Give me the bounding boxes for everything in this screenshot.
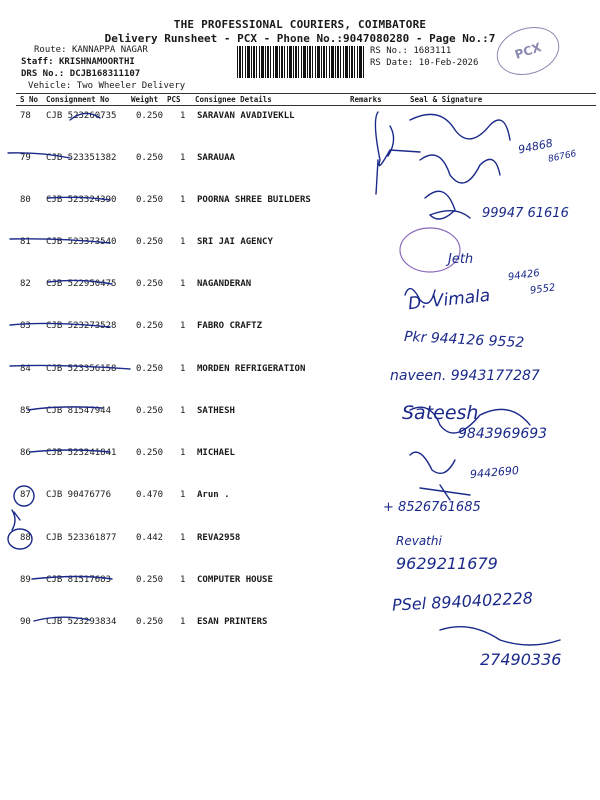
row-weight: 0.250 — [136, 111, 164, 121]
strike-mark — [28, 407, 102, 410]
row-consignment: CJB 523241841 — [46, 448, 117, 458]
row-consignee: NAGANDERAN — [197, 279, 252, 289]
row-consignee: MICHAEL — [197, 448, 235, 458]
strike-mark — [32, 577, 112, 580]
margin-mark — [12, 510, 20, 530]
col-pcs: PCS — [167, 95, 181, 104]
signature-scrawl — [410, 452, 455, 473]
row-weight: 0.250 — [136, 448, 164, 458]
route-value: KANNAPPA NAGAR — [71, 45, 148, 55]
row-consignee: POORNA SHREE BUILDERS — [197, 195, 311, 205]
row-sno: 88 — [20, 533, 31, 543]
row-consignment: CJB 523351382 — [46, 153, 117, 163]
strike-mark — [10, 365, 130, 369]
strike-mark — [48, 280, 112, 284]
staff-value: KRISHNAMOORTHI — [58, 57, 135, 67]
pcx-stamp: PCX — [490, 19, 565, 83]
handwritten-note: 9843969693 — [458, 426, 548, 442]
row-pcs: 1 — [180, 575, 186, 585]
handwritten-note: 94868 — [517, 136, 554, 157]
row-weight: 0.250 — [136, 321, 164, 331]
handwritten-note: Sateesh — [402, 402, 479, 424]
row-consignment: CJB 523324390 — [46, 195, 117, 205]
handwritten-note: PSel 8940402228 — [391, 588, 534, 615]
rs-date-label: RS Date: — [370, 58, 414, 68]
row-consignee: SARAUAA — [197, 153, 235, 163]
vehicle-label: Vehicle: — [28, 81, 72, 91]
strike-mark — [34, 617, 90, 621]
staff-label: Staff: — [21, 57, 54, 67]
circle-mark — [14, 486, 34, 506]
row-consignment: CJB 523373540 — [46, 237, 117, 247]
row-pcs: 1 — [180, 195, 186, 205]
signature-scrawl — [420, 155, 500, 183]
row-consignment: CJB 523361877 — [46, 533, 117, 543]
strike-mark — [30, 450, 110, 452]
row-pcs: 1 — [180, 279, 186, 289]
rs-no-value: 1683111 — [413, 46, 452, 56]
row-sno: 82 — [20, 279, 31, 289]
row-consignee: SRI JAI AGENCY — [197, 237, 273, 247]
rs-date-value: 10-Feb-2026 — [418, 58, 479, 68]
handwritten-note: 9442690 — [469, 463, 520, 482]
row-sno: 89 — [20, 575, 31, 585]
row-consignee: FABRO CRAFTZ — [197, 321, 263, 331]
signature-scrawl — [410, 114, 510, 140]
row-weight: 0.250 — [136, 575, 164, 585]
strike-mark — [48, 197, 110, 200]
row-consignee: COMPUTER HOUSE — [197, 575, 273, 585]
row-weight: 0.250 — [136, 279, 164, 289]
drs-value: DCJB168311107 — [69, 69, 141, 79]
handwritten-note: + 8526761685 — [383, 500, 481, 515]
bracket-mark — [375, 112, 420, 194]
row-sno: 83 — [20, 321, 31, 331]
row-pcs: 1 — [180, 153, 186, 163]
handwritten-note: 9552 — [529, 282, 557, 297]
row-consignee: Arun . — [197, 490, 230, 500]
row-consignment: CJB 81517683 — [46, 575, 112, 585]
row-weight: 0.442 — [136, 533, 164, 543]
row-consignment: CJB 523356158 — [46, 364, 117, 374]
runsheet-subtitle: Delivery Runsheet - PCX - Phone No.:9047080280 - Page No.:7 — [104, 32, 496, 45]
row-pcs: 1 — [180, 448, 186, 458]
row-pcs: 1 — [180, 490, 186, 500]
row-sno: 78 — [20, 111, 31, 121]
col-sno: S No — [20, 95, 39, 104]
col-remarks: Remarks — [350, 95, 382, 104]
row-weight: 0.250 — [136, 237, 164, 247]
route-label: Route: — [34, 45, 67, 55]
row-consignee: MORDEN REFRIGERATION — [197, 364, 306, 374]
col-consignment: Consignment No — [46, 95, 110, 104]
handwritten-note: 86766 — [547, 149, 578, 165]
row-sno: 90 — [20, 617, 31, 627]
strike-mark — [10, 323, 110, 327]
row-pcs: 1 — [180, 533, 186, 543]
handwritten-note: Jeth — [448, 252, 474, 267]
company-title: THE PROFESSIONAL COURIERS, COIMBATORE — [173, 18, 427, 31]
signature-scrawl — [425, 191, 470, 219]
col-weight: Weight — [131, 95, 159, 104]
row-weight: 0.250 — [136, 364, 164, 374]
row-pcs: 1 — [180, 111, 186, 121]
handwritten-note: Pkr 944126 9552 — [403, 328, 525, 352]
row-sno: 84 — [20, 364, 31, 374]
row-consignment: CJB 523293834 — [46, 617, 117, 627]
handwritten-note: D. Vimala — [407, 285, 492, 315]
row-weight: 0.250 — [136, 195, 164, 205]
row-weight: 0.470 — [136, 490, 164, 500]
row-consignment: CJB 523273528 — [46, 321, 117, 331]
row-pcs: 1 — [180, 406, 186, 416]
row-consignment: CJB 522950475 — [46, 279, 117, 289]
signature-scrawl — [420, 485, 470, 500]
row-consignee: ESAN PRINTERS — [197, 617, 268, 627]
row-consignment: CJB 90476776 — [46, 490, 112, 500]
row-pcs: 1 — [180, 237, 186, 247]
row-pcs: 1 — [180, 321, 186, 331]
handwritten-note: 27490336 — [480, 650, 562, 669]
row-consignee: SATHESH — [197, 406, 235, 416]
row-pcs: 1 — [180, 364, 186, 374]
vehicle-value: Two Wheeler Delivery — [76, 81, 186, 91]
handwritten-note: 9629211679 — [396, 554, 498, 573]
row-consignment: CJB 81547944 — [46, 406, 112, 416]
strike-mark — [8, 153, 70, 158]
row-sno: 87 — [20, 490, 31, 500]
row-sno: 80 — [20, 195, 31, 205]
handwritten-note: Revathi — [396, 534, 442, 548]
col-seal: Seal & Signature — [410, 95, 483, 104]
col-consignee: Consignee Details — [195, 95, 272, 104]
row-sno: 85 — [20, 406, 31, 416]
row-sno: 79 — [20, 153, 31, 163]
row-consignee: REVA2958 — [197, 533, 241, 543]
row-consignee: SARAVAN AVADIVEKLL — [197, 111, 295, 121]
drs-label: DRS No.: — [21, 69, 65, 79]
row-weight: 0.250 — [136, 153, 164, 163]
row-sno: 86 — [20, 448, 31, 458]
row-sno: 81 — [20, 237, 31, 247]
row-consignment: CJB 523260735 — [46, 111, 117, 121]
row-weight: 0.250 — [136, 406, 164, 416]
handwritten-note: naveen. 9943177287 — [390, 368, 540, 384]
handwritten-note: 94426 — [507, 267, 541, 284]
signature-scrawl — [440, 627, 560, 645]
handwritten-note: 99947 61616 — [482, 206, 569, 221]
rs-no-label: RS No.: — [370, 46, 408, 56]
circle-mark — [8, 529, 32, 549]
row-pcs: 1 — [180, 617, 186, 627]
strike-mark — [10, 239, 110, 243]
strike-mark — [70, 113, 100, 120]
row-weight: 0.250 — [136, 617, 164, 627]
